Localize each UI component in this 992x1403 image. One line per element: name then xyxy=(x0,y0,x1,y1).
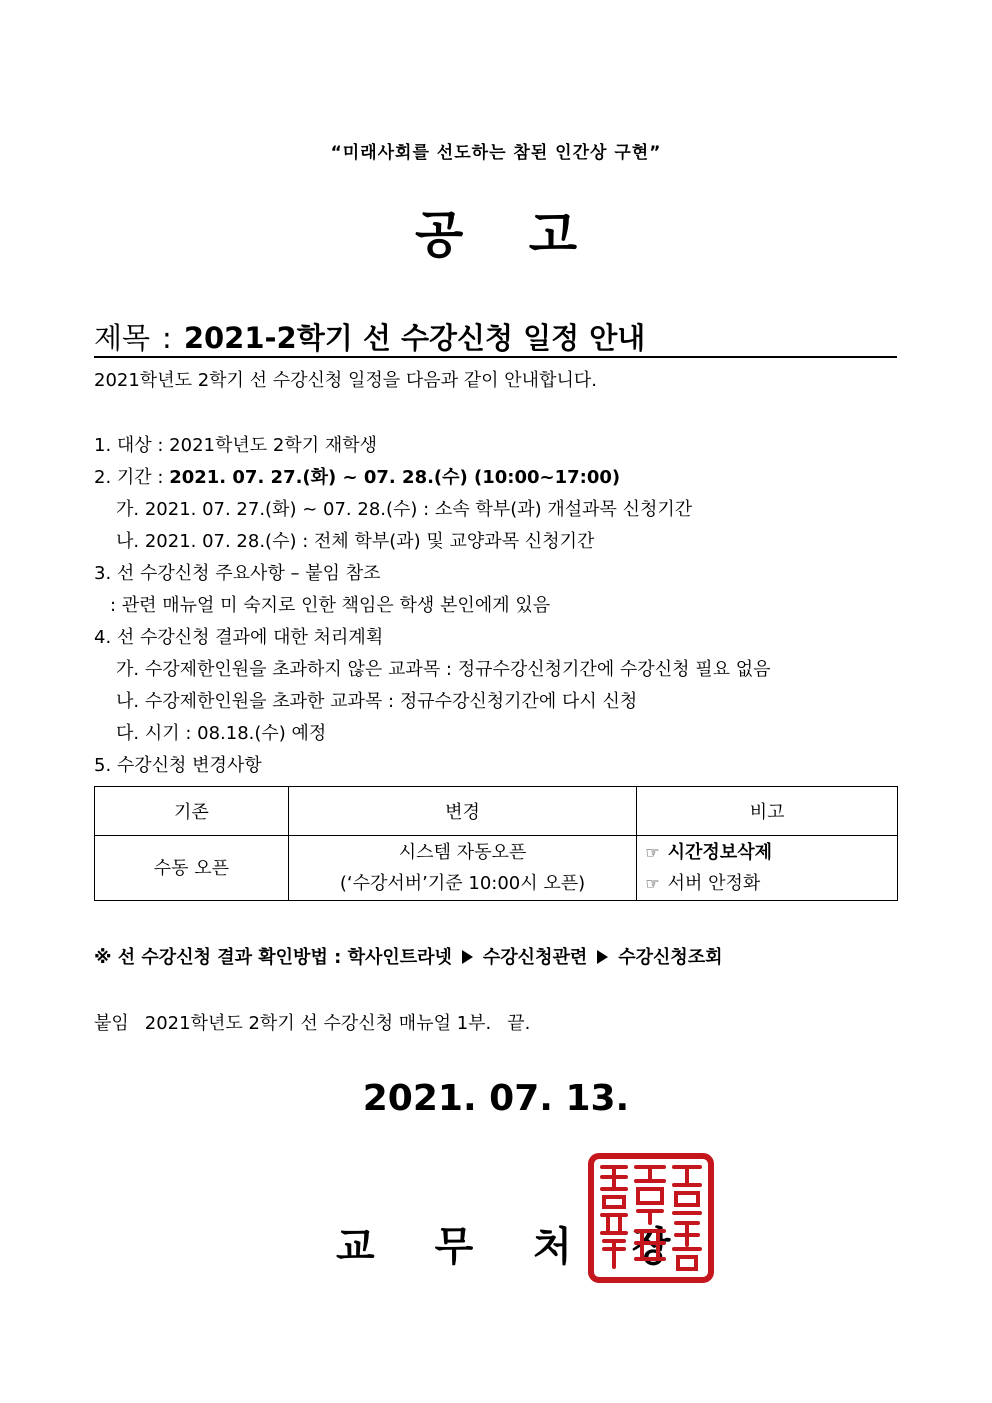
subject-separator: : xyxy=(162,321,172,355)
result-check-notice xyxy=(94,943,723,969)
attachment-line xyxy=(94,1009,546,1035)
subject-line xyxy=(94,316,897,358)
header-remarks: 비고 xyxy=(637,787,898,836)
period-sub-b: 나. 2021. 07. 28.(수) : 전체 학부(과) 및 교양과목 신청기간 xyxy=(116,531,595,552)
intro-text: 2021학년도 2학기 선 수강신청 일정을 다음과 같이 안내합니다. xyxy=(94,370,597,391)
plan-sub-a: 가. 수강제한인원을 초과하지 않은 교과목 : 정규수강신청기간에 수강신청 필요 없음 xyxy=(116,659,771,680)
item-plan: 4. 선 수강신청 결과에 대한 처리계획 xyxy=(94,627,384,648)
plan-sub-c: 다. 시기 : 08.18.(수) 예정 xyxy=(116,723,327,744)
item-target: 1. 대상 : 2021학년도 2학기 재학생 xyxy=(94,435,377,456)
table-header-row xyxy=(95,787,898,836)
remark-2 xyxy=(645,868,897,899)
plan-sub-b: 나. 수강제한인원을 초과한 교과목 : 정규수강신청기간에 다시 신청 xyxy=(116,691,638,712)
remark-2-text: 서버 안정화 xyxy=(667,873,761,894)
issuer-name: 교 무 처 장 xyxy=(336,1224,671,1270)
notice-step-2: 수강신청관련 xyxy=(482,947,588,968)
header-after: 변경 xyxy=(288,787,637,836)
item-period xyxy=(94,463,620,489)
table-row xyxy=(95,836,898,901)
period-label: 2. 기간 : xyxy=(94,467,170,488)
arrow-right-icon xyxy=(462,950,473,964)
subject-value: 2021-2학기 선 수강신청 일정 안내 xyxy=(183,321,646,355)
subject-label: 제목 xyxy=(94,321,151,355)
issue-date: 2021. 07. 13. xyxy=(362,1078,630,1119)
attachment-label: 붙임 xyxy=(94,1013,129,1034)
motto: “미래사회를 선도하는 참된 인간상 구현” xyxy=(330,143,662,163)
header-before: 기존 xyxy=(95,787,289,836)
notice-step-3: 수강신청조회 xyxy=(618,947,723,968)
after-line-2: (‘수강서버’기준 10:00시 오픈) xyxy=(339,873,586,894)
attachment-end: 끝. xyxy=(507,1013,531,1034)
cell-remarks xyxy=(637,836,898,901)
document-title: 공 고 xyxy=(414,206,577,264)
pointing-hand-icon: ☞ xyxy=(645,874,660,893)
pointing-hand-icon: ☞ xyxy=(645,843,660,862)
attachment-text: 2021학년도 2학기 선 수강신청 매뉴얼 1부. xyxy=(144,1013,492,1034)
after-line-1: 시스템 자동오픈 xyxy=(398,842,527,863)
notice-prefix: ※ 선 수강신청 결과 확인방법 : 학사인트라넷 xyxy=(94,947,452,968)
item-changes: 5. 수강신청 변경사항 xyxy=(94,755,262,776)
period-value: 2021. 07. 27.(화) ~ 07. 28.(수) (10:00~17:00) xyxy=(169,467,621,488)
arrow-right-icon xyxy=(597,950,608,964)
cell-before: 수동 오픈 xyxy=(95,836,289,901)
period-sub-a: 가. 2021. 07. 27.(화) ~ 07. 28.(수) : 소속 학부(과) 개설과목 신청기간 xyxy=(116,499,693,520)
remark-1-text: 시간정보삭제 xyxy=(667,842,772,863)
item-notes: 3. 선 수강신청 주요사항 – 붙임 참조 xyxy=(94,563,381,584)
cell-after xyxy=(288,836,637,901)
changes-table xyxy=(94,786,898,901)
notes-detail: : 관련 매뉴얼 미 숙지로 인한 책임은 학생 본인에게 있음 xyxy=(110,595,551,616)
remark-1 xyxy=(645,837,897,868)
official-seal-icon xyxy=(588,1153,714,1283)
